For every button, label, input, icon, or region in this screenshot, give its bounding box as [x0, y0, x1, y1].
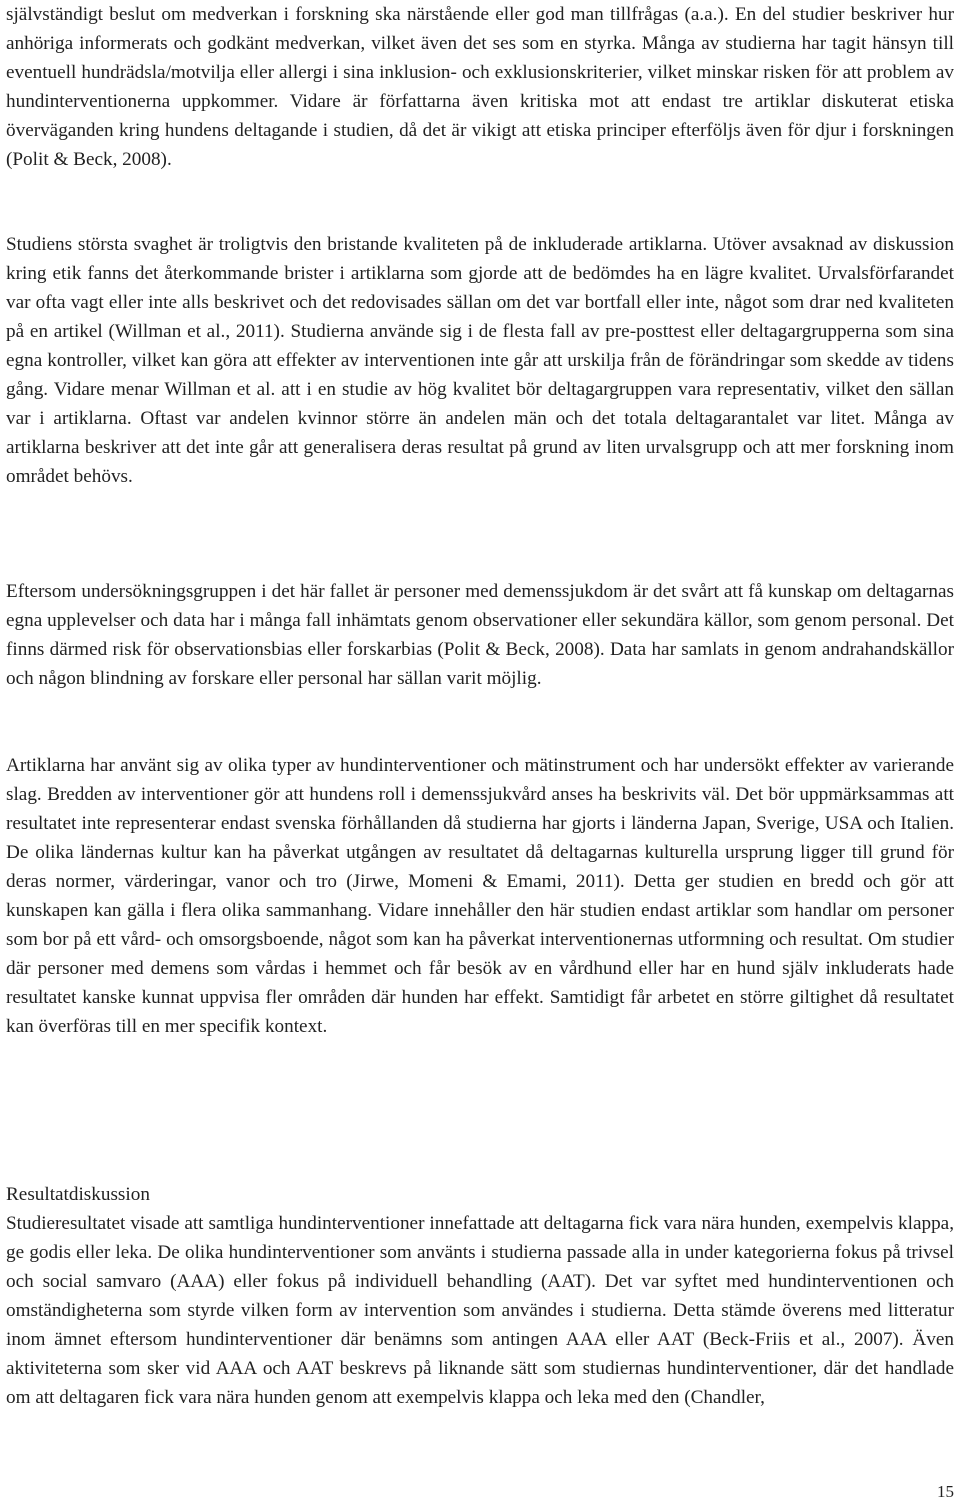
page-number: 15 — [937, 1482, 954, 1501]
paragraph-results-discussion: Studieresultatet visade att samtliga hundinterventioner innefattade att deltagarna fick vara nära hunden, exempelvis klappa, ge godis eller leka. De olika hundinterventioner som använts i studierna passade alla in under kategorierna fokus på trivsel och social samvaro (AAA) eller fokus på individuell behandling (AAT). Det var syftet med hundinterventionen och omständigheterna som styrde vilken form av intervention som användes i studierna. Detta stämde överens med litteratur inom ämnet eftersom hundinterventioner där benämns som antingen AAA eller AAT (Beck-Friis et al., 2007). Även aktiviteterna som sker vid AAA och AAT beskrevs på liknande sätt som studiernas hundinterventioner, där det handlade om att deltagaren fick vara nära hunden genom att exempelvis klappa och leka med den (Chandler, — [6, 1213, 954, 1408]
section-heading: Resultatdiskussion — [6, 1184, 150, 1205]
paragraph-ethics: självständigt beslut om medverkan i forskning ska närstående eller god man tillfrågas (a.a.). En del studier beskriver hur anhöriga informerats och godkänt medverkan, vilket även det ses som en styrka. Många av studierna har tagit hänsyn till eventuell hundrädsla/motvilja eller allergi i sina inklusion- och exklusionskriterier, vilket minskar risken för att problem av hundinterventionerna uppkommer. Vidare är författarna även kritiska mot att endast tre artiklar diskuterat etiska överväganden kring hundens deltagande i studien, då det är vikigt att etiska principer efterföljs även för djur i forskningen (Polit & Beck, 2008). — [6, 4, 954, 170]
paragraph-interventions: Artiklarna har använt sig av olika typer av hundinterventioner och mätinstrument och har undersökt effekter av varierande slag. Bredden av interventioner gör att hundens roll i demenssjukvård anses ha beskrivits väl. Det bör uppmärksammas att resultatet inte representerar endast svenska förhållanden då studierna har gjorts i länderna Japan, Sverige, USA och Italien. De olika ländernas kultur kan ha påverkat utgången av resultatet då deltagarnas kulturella ursprung ligger till grund för deras normer, värderingar, vanor och tro (Jirwe, Momeni & Emami, 2011). Detta ger studien en bredd och gör att kunskapen kan gälla i flera olika sammanhang. Vidare innehåller den här studien endast artiklar som handlar om personer som bor på ett vård- och omsorgsboende, något som kan ha påverkat interventionernas utformning och resultat. Om studier där personer med demens som vårdas i hemmet och får besök av en vårdhund eller har en hund själv inkluderats hade resultatet kanske kunnat uppvisa fler områden där hunden har effekt. Samtidigt får arbetet en större giltighet då resultatet kan överföras till en mer specifik kontext. — [6, 755, 954, 1037]
paragraph-observation-bias: Eftersom undersökningsgruppen i det här fallet är personer med demenssjukdom är det svårt att få kunskap om deltagarnas egna upplevelser och data har i många fall inhämtats genom observationer eller sekundära källor, som genom personal. Det finns därmed risk för observationsbias eller forskarbias (Polit & Beck, 2008). Data har samlats in genom andrahandskällor och någon blindning av forskare eller personal har sällan varit möjlig. — [6, 581, 954, 689]
paragraph-weakness: Studiens största svaghet är troligtvis den bristande kvaliteten på de inkluderade artiklarna. Utöver avsaknad av diskussion kring etik fanns det återkommande brister i artiklarna som gjorde att de bedömdes ha en lägre kvalitet. Urvalsförfarandet var ofta vagt eller inte alls beskrivet och det redovisades sällan om det var bortfall eller inte, något som drar ned kvaliteten på en artikel (Willman et al., 2011). Studierna använde sig i de flesta fall av pre-posttest eller deltagargrupperna som sina egna kontroller, vilket kan göra att effekter av interventionen inte går att urskilja från de förändringar som skedde av tidens gång. Vidare menar Willman et al. att i en studie av hög kvalitet bör deltagargruppen vara representativ, vilket den sällan var i artiklarna. Oftast var andelen kvinnor större än andelen män och det totala deltagarantalet var litet. Många av artiklarna beskriver att det inte går att generalisera deras resultat på grund av liten urvalsgrupp och att mer forskning inom området behövs. — [6, 234, 954, 487]
